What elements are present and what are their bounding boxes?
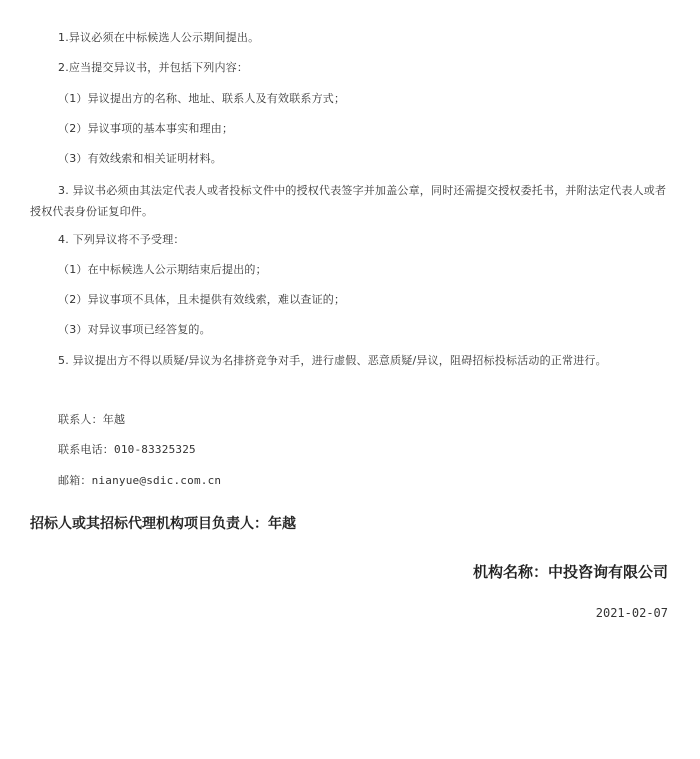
contact-phone-label: 联系电话： [58,443,114,456]
contact-person: 联系人：年越 [58,413,126,426]
rule-item-2-sub-1: （1）异议提出方的名称、地址、联系人及有效联系方式； [58,92,346,105]
rule-item-4-sub-2: （2）异议事项不具体，且未提供有效线索，难以查证的； [58,293,346,306]
contact-phone-number: 010-83325325 [114,443,196,456]
rule-item-4-sub-3: （3）对异议事项已经答复的。 [58,323,211,336]
contact-email-address[interactable]: nianyue@sdic.com.cn [91,474,222,487]
organization-name: 机构名称：中投咨询有限公司 [472,563,668,581]
rule-item-1: 1.异议必须在中标候选人公示期间提出。 [58,31,260,44]
contact-email [58,471,221,491]
rule-item-4-sub-1: （1）在中标候选人公示期结束后提出的； [58,263,267,276]
rule-item-3: 3. 异议书必须由其法定代表人或者投标文件中的授权代表签字并加盖公章，同时还需提交授权委托书，并附法定代表人或者授权代表身份证复印件。 [30,184,667,218]
announcement-date: 2021-02-07 [595,606,668,620]
rule-item-2-sub-2: （2）异议事项的基本事实和理由； [58,122,234,135]
contact-phone [58,440,196,460]
rule-item-2-sub-3: （3）有效线索和相关证明材料。 [58,152,222,165]
rule-item-2: 2.应当提交异议书，并包括下列内容： [58,61,249,74]
rule-item-5: 5. 异议提出方不得以质疑/异议为名排挤竞争对手，进行虚假、恶意质疑/异议，阻碍招标投标活动的正常进行。 [58,354,607,367]
contact-email-label: 邮箱： [58,474,92,487]
rule-item-4: 4. 下列异议将不予受理： [58,233,185,246]
project-responsible: 招标人或其招标代理机构项目负责人：年越 [30,516,296,532]
